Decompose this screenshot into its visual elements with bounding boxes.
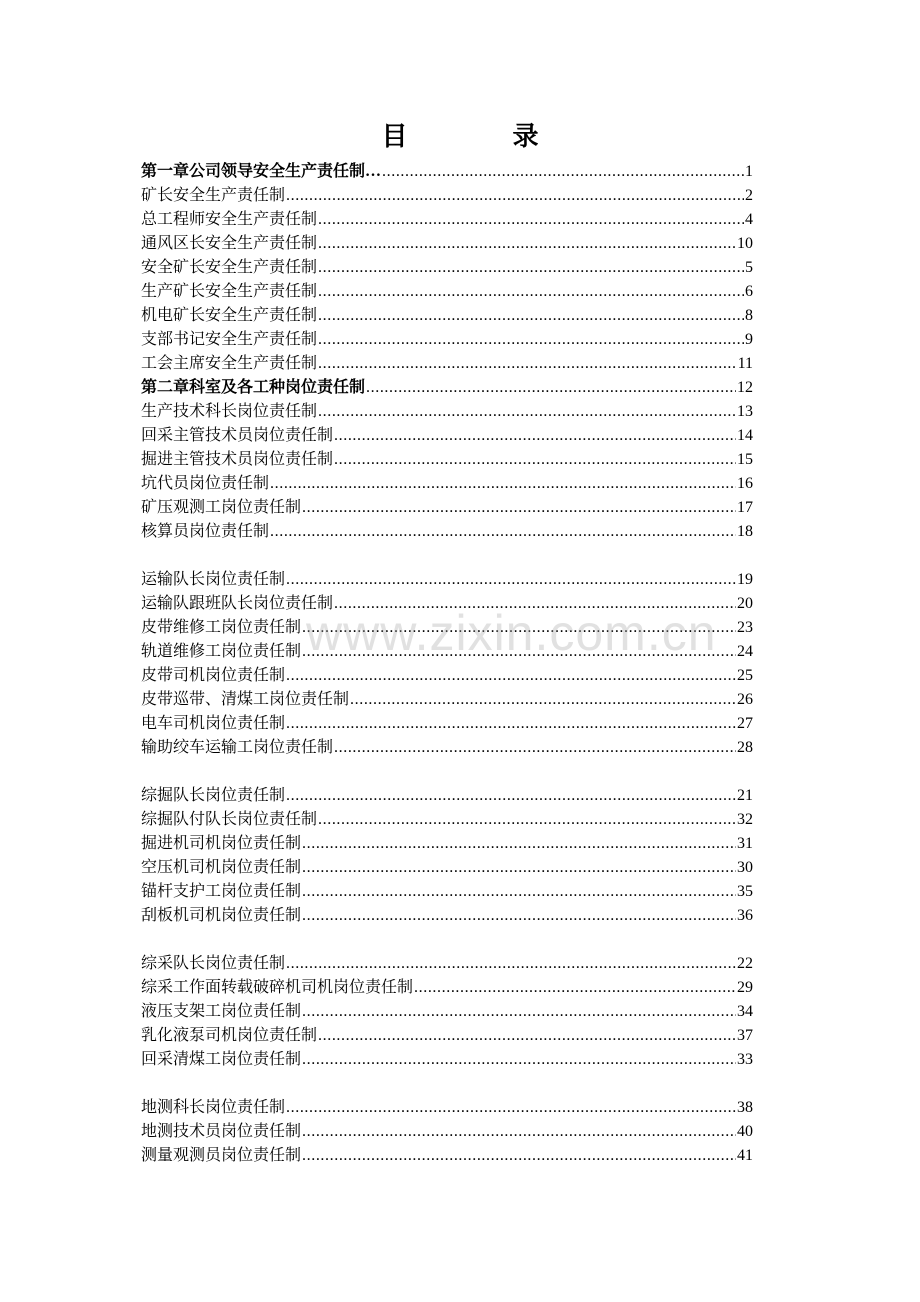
toc-entry-page-number: 41 [737, 1147, 753, 1164]
toc-entry[interactable] [141, 1048, 753, 1072]
leader-dots [318, 208, 744, 232]
toc-entry[interactable] [141, 328, 753, 352]
leader-dots [414, 976, 736, 1000]
leader-dots [318, 352, 737, 376]
toc-entry-page-number: 12 [737, 379, 753, 396]
toc-entry-label: 电车司机岗位责任制 [141, 715, 286, 732]
toc-entry-page-number: 28 [737, 739, 753, 756]
toc-entry[interactable] [141, 256, 753, 280]
toc-entry-page-number: 1 [745, 163, 753, 180]
toc-entry-page-number: 31 [737, 835, 753, 852]
blank-line [141, 928, 753, 952]
blank-line [141, 1072, 753, 1096]
toc-entry-label: 综采队长岗位责任制 [141, 955, 286, 972]
toc-entry-page-number: 40 [737, 1123, 753, 1140]
leader-dots [318, 256, 744, 280]
toc-entry[interactable] [141, 208, 753, 232]
leader-dots [366, 376, 736, 400]
toc-entry[interactable] [141, 976, 753, 1000]
blank-line [141, 544, 753, 568]
toc-entry[interactable] [141, 1096, 753, 1120]
toc-entry-label: 地测科长岗位责任制 [141, 1099, 286, 1116]
toc-entry-label: 皮带维修工岗位责任制 [141, 619, 302, 636]
toc-entry-label: 矿长安全生产责任制 [141, 187, 286, 204]
leader-dots [286, 1096, 736, 1120]
watermark: www.zixin.com.cn [306, 605, 717, 661]
toc-entry-page-number: 4 [745, 211, 753, 228]
toc-entry-label: 地测技术员岗位责任制 [141, 1123, 302, 1140]
toc-entry-label: 轨道维修工岗位责任制 [141, 643, 302, 660]
leader-dots [302, 904, 736, 928]
toc-entry[interactable] [141, 1120, 753, 1144]
toc-entry-label: 刮板机司机岗位责任制 [141, 907, 302, 924]
toc-entry-label: 矿压观测工岗位责任制 [141, 499, 302, 516]
toc-entry-page-number: 5 [745, 259, 753, 276]
toc-entry-page-number: 2 [745, 187, 753, 204]
toc-entry[interactable] [141, 232, 753, 256]
toc-entry-label: 总工程师安全生产责任制 [141, 211, 318, 228]
toc-entry-page-number: 34 [737, 1003, 753, 1020]
leader-dots [334, 448, 736, 472]
toc-entry-label: 生产矿长安全生产责任制 [141, 283, 318, 300]
toc-entry-page-number: 10 [737, 235, 753, 252]
leader-dots [318, 808, 736, 832]
table-of-contents [141, 160, 753, 1168]
leader-dots [302, 856, 736, 880]
toc-entry-page-number: 18 [737, 523, 753, 540]
leader-dots [286, 568, 736, 592]
leader-dots [286, 664, 736, 688]
toc-entry[interactable] [141, 448, 753, 472]
toc-entry[interactable] [141, 736, 753, 760]
toc-entry[interactable] [141, 520, 753, 544]
title-part-1: 目 [381, 122, 408, 151]
toc-entry-label: 皮带司机岗位责任制 [141, 667, 286, 684]
page-title [0, 116, 920, 153]
toc-entry[interactable] [141, 712, 753, 736]
toc-entry-page-number: 26 [737, 691, 753, 708]
toc-entry-label: 通风区长安全生产责任制 [141, 235, 318, 252]
toc-entry-page-number: 27 [737, 715, 753, 732]
toc-entry[interactable] [141, 568, 753, 592]
toc-entry-label: 生产技术科长岗位责任制 [141, 403, 318, 420]
leader-dots [270, 472, 736, 496]
toc-entry[interactable] [141, 904, 753, 928]
leader-dots [302, 1120, 736, 1144]
toc-entry-label: 回采主管技术员岗位责任制 [141, 427, 334, 444]
toc-entry-label: 乳化液泵司机岗位责任制 [141, 1027, 318, 1044]
toc-entry-page-number: 36 [737, 907, 753, 924]
toc-entry[interactable] [141, 664, 753, 688]
toc-entry[interactable] [141, 880, 753, 904]
toc-entry[interactable] [141, 616, 753, 640]
toc-entry-page-number: 33 [737, 1051, 753, 1068]
leader-dots [334, 592, 736, 616]
toc-entry[interactable] [141, 400, 753, 424]
leader-dots [302, 496, 736, 520]
toc-entry-page-number: 24 [737, 643, 753, 660]
toc-entry-label: 第一章公司领导安全生产责任制… [141, 163, 382, 180]
toc-entry-label: 综采工作面转载破碎机司机岗位责任制 [141, 979, 414, 996]
toc-entry-label: 核算员岗位责任制 [141, 523, 270, 540]
toc-chapter-entry[interactable] [141, 376, 753, 400]
toc-entry-page-number: 11 [737, 355, 753, 372]
toc-entry-page-number: 6 [745, 283, 753, 300]
toc-entry[interactable] [141, 1000, 753, 1024]
toc-entry-label: 回采清煤工岗位责任制 [141, 1051, 302, 1068]
toc-entry-label: 运输队长岗位责任制 [141, 571, 286, 588]
toc-entry-label: 坑代员岗位责任制 [141, 475, 270, 492]
leader-dots [318, 304, 744, 328]
toc-entry-page-number: 30 [737, 859, 753, 876]
toc-entry[interactable] [141, 280, 753, 304]
toc-entry-page-number: 19 [737, 571, 753, 588]
toc-entry-label: 空压机司机岗位责任制 [141, 859, 302, 876]
leader-dots [302, 880, 736, 904]
toc-entry-page-number: 22 [737, 955, 753, 972]
toc-entry[interactable] [141, 304, 753, 328]
toc-entry-label: 皮带巡带、清煤工岗位责任制 [141, 691, 350, 708]
toc-entry[interactable] [141, 424, 753, 448]
toc-entry-page-number: 21 [737, 787, 753, 804]
toc-entry-label: 液压支架工岗位责任制 [141, 1003, 302, 1020]
toc-entry-page-number: 8 [745, 307, 753, 324]
toc-entry-label: 支部书记安全生产责任制 [141, 331, 318, 348]
toc-entry-label: 综掘队长岗位责任制 [141, 787, 286, 804]
toc-entry[interactable] [141, 472, 753, 496]
leader-dots [302, 832, 736, 856]
leader-dots [286, 784, 736, 808]
toc-entry-label: 工会主席安全生产责任制 [141, 355, 318, 372]
leader-dots [318, 1024, 736, 1048]
leader-dots [302, 640, 736, 664]
leader-dots [302, 1048, 736, 1072]
leader-dots [302, 1000, 736, 1024]
toc-entry[interactable] [141, 640, 753, 664]
toc-entry-label: 综掘队付队长岗位责任制 [141, 811, 318, 828]
toc-entry-page-number: 9 [745, 331, 753, 348]
leader-dots [318, 232, 736, 256]
leader-dots [286, 712, 736, 736]
toc-entry[interactable] [141, 784, 753, 808]
toc-entry-label: 掘进机司机岗位责任制 [141, 835, 302, 852]
toc-entry-page-number: 23 [737, 619, 753, 636]
title-part-2: 录 [512, 122, 539, 151]
toc-entry[interactable] [141, 952, 753, 976]
blank-line [141, 760, 753, 784]
toc-entry[interactable] [141, 496, 753, 520]
toc-entry[interactable] [141, 808, 753, 832]
toc-entry-page-number: 35 [737, 883, 753, 900]
toc-entry-page-number: 38 [737, 1099, 753, 1116]
leader-dots [350, 688, 736, 712]
toc-entry[interactable] [141, 832, 753, 856]
toc-entry-page-number: 13 [737, 403, 753, 420]
leader-dots [270, 520, 736, 544]
toc-entry-label: 机电矿长安全生产责任制 [141, 307, 318, 324]
toc-entry-page-number: 25 [737, 667, 753, 684]
leader-dots [318, 328, 744, 352]
toc-entry[interactable] [141, 688, 753, 712]
toc-entry-label: 第二章科室及各工种岗位责任制 [141, 379, 366, 396]
toc-entry[interactable] [141, 352, 753, 376]
toc-entry[interactable] [141, 856, 753, 880]
toc-entry-page-number: 20 [737, 595, 753, 612]
toc-entry-page-number: 14 [737, 427, 753, 444]
toc-entry[interactable] [141, 1144, 753, 1168]
toc-entry-label: 安全矿长安全生产责任制 [141, 259, 318, 276]
toc-chapter-entry[interactable] [141, 160, 753, 184]
leader-dots [334, 424, 736, 448]
leader-dots [286, 184, 744, 208]
toc-entry-page-number: 16 [737, 475, 753, 492]
leader-dots [382, 160, 744, 184]
leader-dots [334, 736, 736, 760]
toc-entry-page-number: 32 [737, 811, 753, 828]
toc-entry-label: 锚杆支护工岗位责任制 [141, 883, 302, 900]
leader-dots [318, 280, 744, 304]
leader-dots [286, 952, 736, 976]
toc-entry[interactable] [141, 184, 753, 208]
toc-entry[interactable] [141, 592, 753, 616]
toc-entry-label: 掘进主管技术员岗位责任制 [141, 451, 334, 468]
leader-dots [318, 400, 736, 424]
toc-entry-page-number: 37 [737, 1027, 753, 1044]
toc-entry-label: 运输队跟班队长岗位责任制 [141, 595, 334, 612]
toc-entry-page-number: 29 [737, 979, 753, 996]
toc-entry-page-number: 17 [737, 499, 753, 516]
toc-entry-page-number: 15 [737, 451, 753, 468]
toc-entry[interactable] [141, 1024, 753, 1048]
leader-dots [302, 1144, 736, 1168]
leader-dots [302, 616, 736, 640]
toc-entry-label: 测量观测员岗位责任制 [141, 1147, 302, 1164]
toc-entry-label: 输助绞车运输工岗位责任制 [141, 739, 334, 756]
